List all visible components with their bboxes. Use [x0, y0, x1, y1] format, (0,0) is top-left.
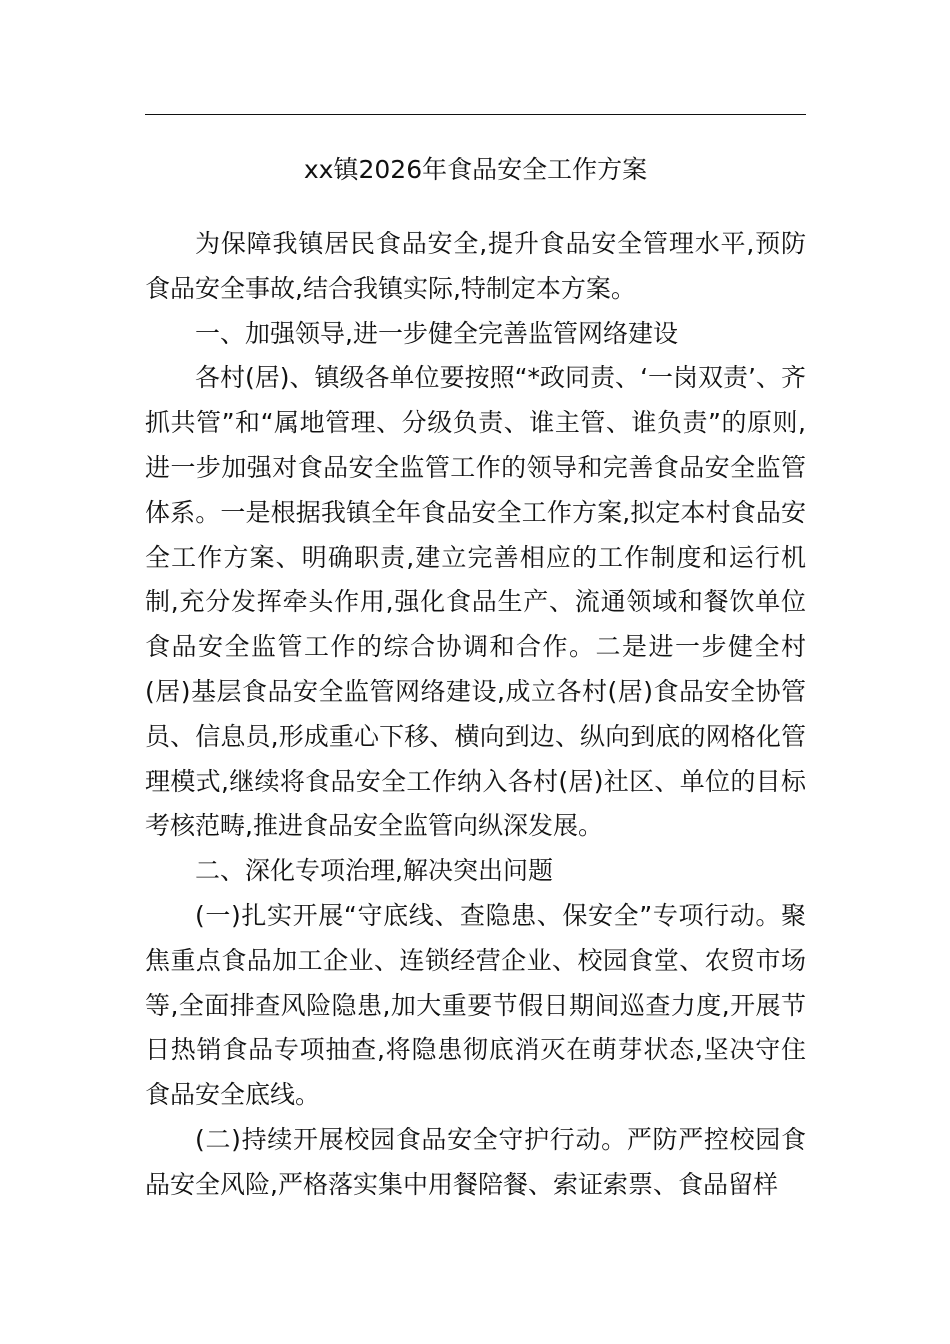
section-2-item-1-paragraph: (一)扎实开展“守底线、查隐患、保安全”专项行动。聚焦重点食品加工企业、连锁经营企业、校园食堂、农贸市场等,全面排查风险隐患,加大重要节假日期间巡查力度,开展节日热销食品专项抽查,将隐患彻底消灭在萌芽状态,坚决守住食品安全底线。 — [145, 900, 806, 1110]
section-1-paragraph: 各村(居)、镇级各单位要按照“*政同责、‘一岗双责’、齐抓共管”和“属地管理、分级负责、谁主管、谁负责”的原则,进一步加强对食品安全监管工作的领导和完善食品安全监管体系。一是根据我镇全年食品安全工作方案,拟定本村食品安全工作方案、明确职责,建立完善相应的工作制度和运行机制,充分发挥牵头作用,强化食品生产、流通领域和餐饮单位食品安全监管工作的综合协调和合作。二是进一步健全村(居)基层食品安全监管网络建设,成立各村(居)食品安全协管员、信息员,形成重心下移、横向到边、纵向到底的网格化管理模式,继续将食品安全工作纳入各村(居)社区、单位的目标考核范畴,推进食品安全监管向纵深发展。 — [145, 363, 806, 841]
section-heading-1: 一、加强领导,进一步健全完善监管网络建设 — [195, 318, 678, 348]
document-body — [145, 222, 806, 1208]
intro-paragraph: 为保障我镇居民食品安全,提升食品安全管理水平,预防食品安全事故,结合我镇实际,特制定本方案。 — [145, 229, 806, 303]
section-heading-2: 二、深化专项治理,解决突出问题 — [195, 856, 553, 886]
header-rule — [145, 114, 806, 115]
section-2-item-2-paragraph: (二)持续开展校园食品安全守护行动。严防严控校园食品安全风险,严格落实集中用餐陪餐、索证索票、食品留样 — [145, 1124, 806, 1199]
document-title: xx镇2026年食品安全工作方案 — [303, 155, 648, 184]
